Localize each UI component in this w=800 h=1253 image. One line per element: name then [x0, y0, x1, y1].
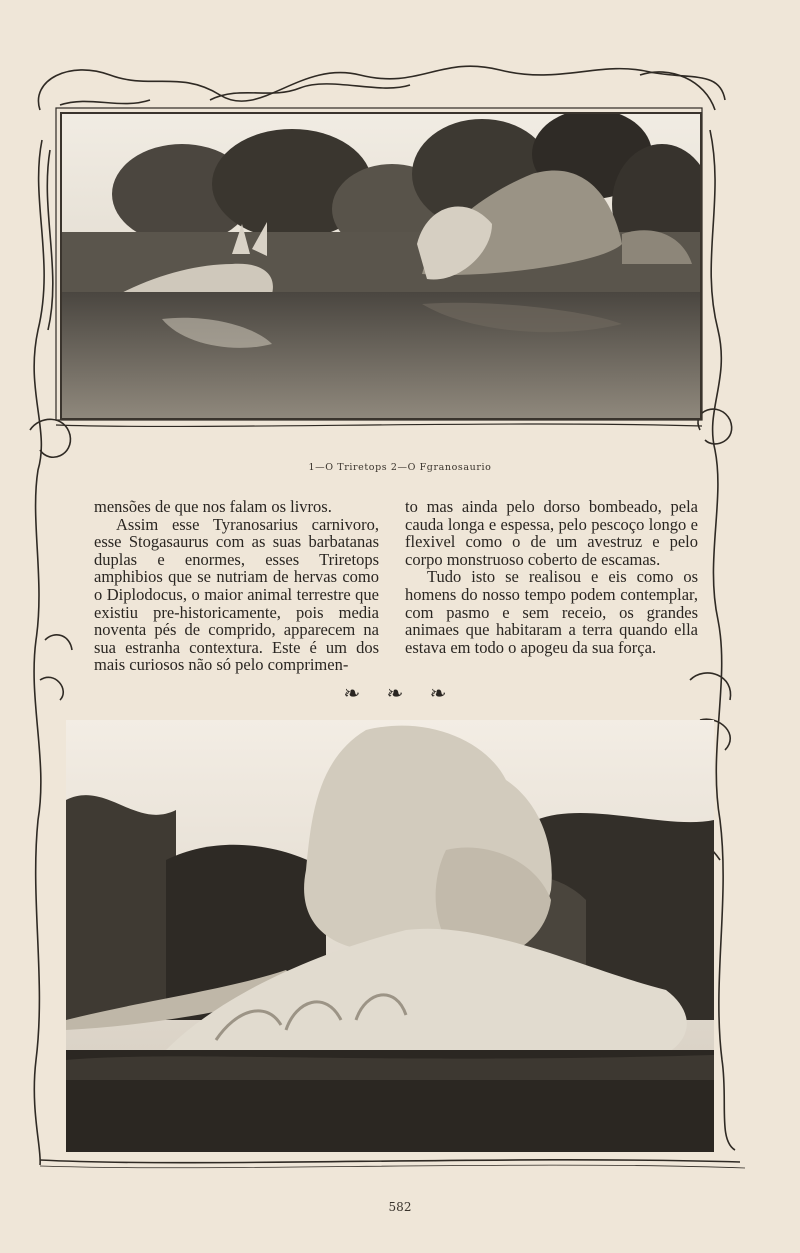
- page-number: 582: [388, 1200, 412, 1214]
- leaf-ornament: ❧ ❧ ❧: [343, 681, 457, 705]
- article-column-right: [405, 498, 698, 656]
- paragraph: Assim esse Tyranosarius carnivoro, esse Stogasaurus com as suas barbatanas duplas e enormes, esses Triretops amphibios que se nutriam de hervas como o Diplodocus, o maior animal terrestre que existiu pre-historicamente, pois media noventa pés de comprido, apparecem na sua estranha contextura. Este é um dos mais curiosos não só pelo comprimen-: [94, 514, 379, 675]
- figure-caption: 1—O Triretops 2—O Fgranosaurio: [308, 462, 492, 473]
- paragraph: mensões de que nos falam os livros.: [94, 497, 332, 516]
- paragraph: Tudo isto se realisou e eis como os homens do nosso tempo podem contemplar, com pasmo e sem receio, os grandes animaes que habitaram a terra quando ella estava em todo o apogeu da sua força.: [405, 567, 698, 657]
- photo-dinosaur-statue: [66, 720, 714, 1152]
- article-column-left: [94, 498, 379, 674]
- paragraph: to mas ainda pelo dorso bombeado, pela cauda longa e espessa, pelo pescoço longo e flexivel como o de um avestruz e pelo corpo monstruoso coberto de escamas.: [405, 497, 698, 569]
- photo-triceratops-lake: [60, 112, 702, 420]
